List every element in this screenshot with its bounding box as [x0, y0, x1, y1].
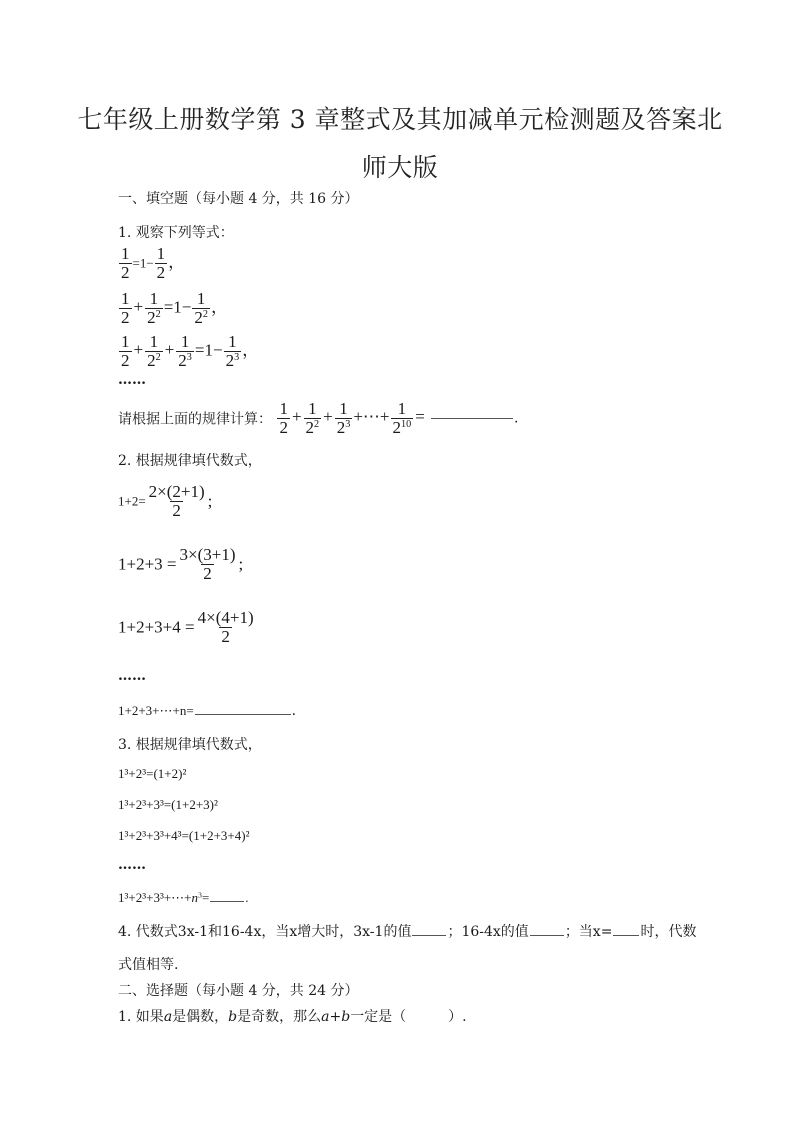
- q2-equation-1: 1+2= $\frac{2\times(2+1)}{2}$ ;: [118, 482, 213, 520]
- q4-line-2: 式值相等.: [118, 957, 179, 973]
- section1-heading: 一、填空题（每小题 4 分，共 16 分）: [118, 191, 359, 207]
- q2-ellipsis: ……: [118, 668, 146, 684]
- q2-general: 1+2+3+⋯+n= .: [118, 703, 297, 719]
- answer-blank[interactable]: [412, 934, 446, 936]
- q1-equation-3: $\frac{1}{2}$ + $\frac{1}{2^2}$ + $\frac{1}{2^3}$ =1− $\frac{1}{2^3}$ ，: [121, 332, 260, 370]
- answer-blank[interactable]: [195, 713, 291, 715]
- fraction: $\frac{1}{2}$: [121, 244, 130, 282]
- q1-prompt: 1. 观察下列等式：: [118, 225, 234, 241]
- q3-prompt: 3. 根据规律填代数式，: [118, 737, 262, 753]
- fraction: $\frac{1}{2}$: [156, 244, 166, 282]
- s2-q1: 1. 如果a是偶数，b是奇数，那么a+b一定是（ ）.: [118, 1009, 467, 1025]
- q1-equation-1: $\frac{1}{2}$ =1− $\frac{1}{2}$ ，: [121, 244, 186, 282]
- document-title-line1: 七年级上册数学第 3 章整式及其加减单元检测题及答案北: [77, 105, 723, 134]
- answer-blank[interactable]: [530, 934, 564, 936]
- q3-ellipsis: ……: [118, 857, 146, 873]
- document-title-line2: 师大版: [361, 153, 439, 182]
- q1-equation-2: $\frac{1}{2}$ + $\frac{1}{2^2}$ =1− $\frac{1}{2^2}$ ，: [121, 289, 228, 327]
- q3-equation-1: 1³+2³=(1+2)²: [118, 766, 187, 781]
- answer-blank[interactable]: [431, 417, 513, 419]
- answer-blank[interactable]: [210, 900, 244, 902]
- q3-equation-2: 1³+2³+3³=(1+2+3)²: [118, 797, 218, 812]
- q2-prompt: 2. 根据规律填代数式，: [118, 453, 262, 469]
- q1-ellipsis: ……: [118, 372, 146, 388]
- section2-heading: 二、选择题（每小题 4 分，共 24 分）: [118, 983, 359, 999]
- q3-general: $1^3+2^3+3^3+\cdots+n^3=$ .: [118, 890, 249, 905]
- q1-calc-line: 请根据上面的规律计算： $\frac{1}{2}$ + $\frac{1}{2^2}$ + $\frac{1}{2^3}$ +⋯+ $\frac{1}{2^{10}}$ = .: [118, 399, 519, 437]
- answer-blank[interactable]: [613, 934, 639, 936]
- q3-equation-3: 1³+2³+3³+4³=(1+2+3+4)²: [118, 828, 250, 843]
- q4-line-1: 4. 代数式3x-1和16-4x，当x增大时，3x-1的值 ；16-4x的值 ；当x= 时，代数: [118, 924, 697, 940]
- q2-equation-3: 1+2+3+4 = $\frac{4\times(4+1)}{2}$: [118, 608, 254, 646]
- q2-equation-2: 1+2+3 = $\frac{3\times(3+1)}{2}$ ;: [118, 545, 244, 583]
